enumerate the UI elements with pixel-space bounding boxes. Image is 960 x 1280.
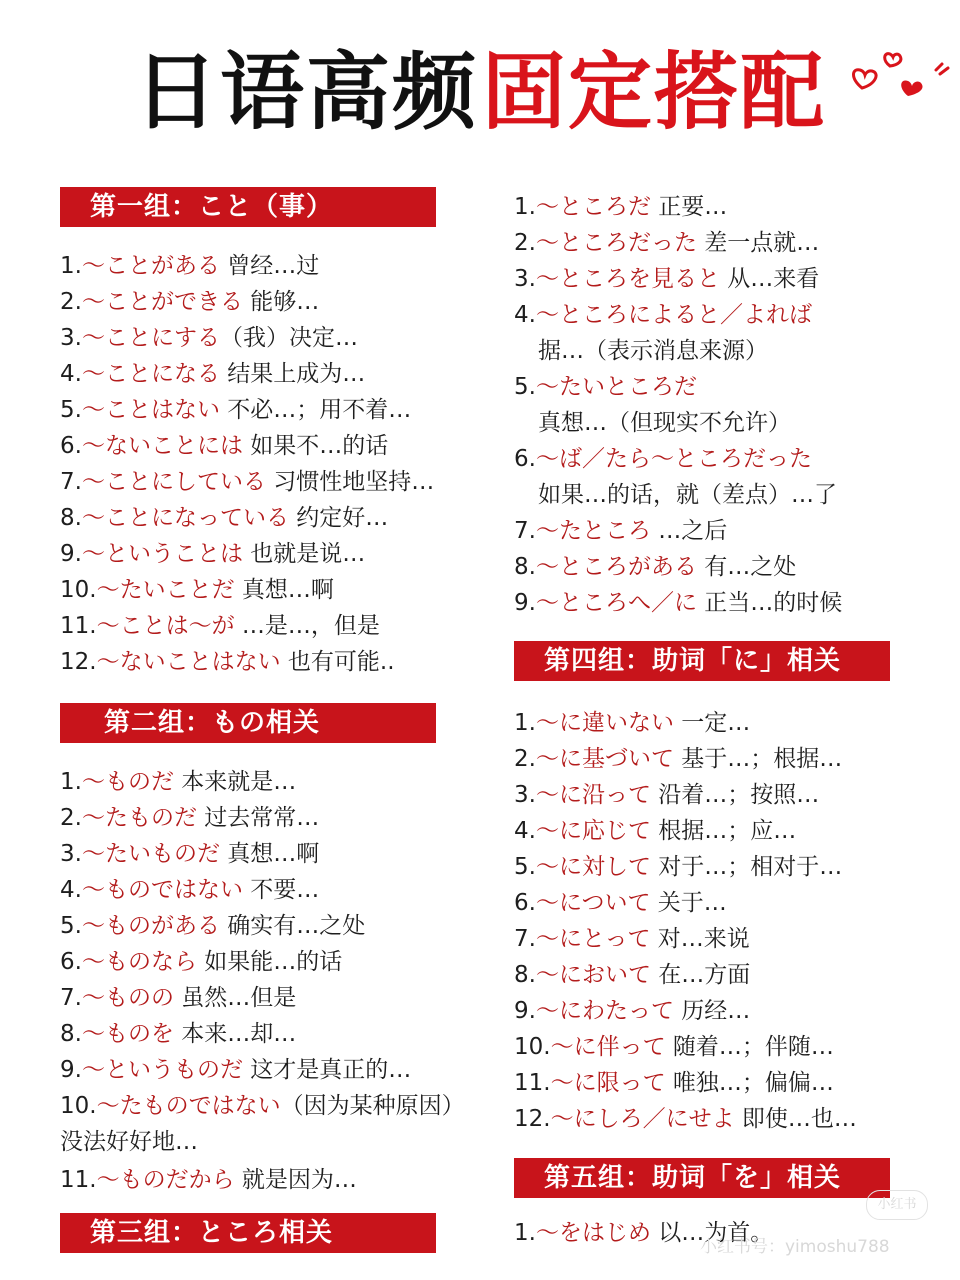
- list-item: 4.～ところによると／よれば: [514, 302, 812, 328]
- list-item: 4.～に応じて 根据…；应…: [514, 818, 797, 844]
- list-item: 8.～ところがある 有…之处: [514, 554, 797, 580]
- list-item: 12.～ないことはない 也有可能..: [60, 649, 395, 675]
- list-item: 5.～ものがある 确实有…之处: [60, 913, 366, 939]
- list-item: 3.～ところを見ると 从…来看: [514, 266, 820, 292]
- group-2-header: 第二组：もの相关: [60, 703, 436, 743]
- list-item: 8.～ものを 本来…却…: [60, 1021, 297, 1047]
- list-item: 真想…（但现实不允许）: [538, 410, 791, 436]
- list-item: 8.～ことになっている 约定好…: [60, 505, 389, 531]
- hearts-icon: [848, 48, 958, 108]
- list-item: 6.～について 关于…: [514, 890, 727, 916]
- list-item: 9.～というものだ 这才是真正的…: [60, 1057, 412, 1083]
- title-part-red: 固定搭配: [482, 42, 827, 141]
- title-part-black: 日语高频: [133, 42, 478, 141]
- list-item: 1.～ところだ 正要…: [514, 194, 728, 220]
- list-item: 11.～ことは～が …是…，但是: [60, 613, 380, 639]
- list-item: 据…（表示消息来源）: [538, 338, 768, 364]
- list-item: 1.～ことがある 曾经…过: [60, 253, 320, 279]
- group-4-header: 第四组：助词「に」相关: [514, 641, 890, 681]
- list-item: 2.～たものだ 过去常常…: [60, 805, 320, 831]
- list-item: 5.～たいところだ: [514, 374, 697, 400]
- list-item: 11.～ものだから 就是因为…: [60, 1167, 357, 1193]
- watermark: 小红书号：yimoshu788: [700, 1237, 890, 1257]
- list-item: 1.～をはじめ 以…为首。: [514, 1220, 774, 1246]
- list-item: 9.～にわたって 历经…: [514, 998, 751, 1024]
- group-5-header: 第五组：助词「を」相关: [514, 1158, 890, 1198]
- list-item: 5.～ことはない 不必…；用不着…: [60, 397, 412, 423]
- list-item: 3.～たいものだ 真想…啊: [60, 841, 320, 867]
- list-item: 9.～ところへ／に 正当…的时候: [514, 590, 843, 616]
- list-item: 2.～に基づいて 基于…；根据…: [514, 746, 843, 772]
- list-item: 4.～ものではない 不要…: [60, 877, 320, 903]
- list-item: 10.～に伴って 随着…；伴随…: [514, 1034, 834, 1060]
- list-item: 4.～ことになる 结果上成为…: [60, 361, 366, 387]
- list-item: 7.～にとって 对…来说: [514, 926, 750, 952]
- list-item: 7.～ことにしている 习惯性地坚持…: [60, 469, 435, 495]
- list-item: 2.～ところだった 差一点就…: [514, 230, 820, 256]
- list-item: 7.～たところ …之后: [514, 518, 728, 544]
- list-item: 12.～にしろ／にせよ 即使…也…: [514, 1106, 857, 1132]
- list-item: 8.～において 在…方面: [514, 962, 751, 988]
- list-item: 7.～ものの 虽然…但是: [60, 985, 297, 1011]
- list-item: 3.～に沿って 沿着…；按照…: [514, 782, 820, 808]
- list-item: 2.～ことができる 能够…: [60, 289, 320, 315]
- group-3-header: 第三组：ところ相关: [60, 1213, 436, 1253]
- list-item: 6.～ないことには 如果不…的话: [60, 433, 389, 459]
- list-item: 6.～ものなら 如果能…的话: [60, 949, 343, 975]
- list-item: 5.～に対して 对于…；相对于…: [514, 854, 843, 880]
- list-item: 如果…的话，就（差点）…了: [538, 482, 837, 508]
- page-title: [0, 30, 960, 140]
- group-1-header: 第一组：こと（事）: [60, 187, 436, 227]
- list-item: 1.～ものだ 本来就是…: [60, 769, 297, 795]
- list-item: 3.～ことにする（我）决定…: [60, 325, 358, 351]
- list-item: 9.～ということは 也就是说…: [60, 541, 366, 567]
- list-item: 1.～に違いない 一定…: [514, 710, 751, 736]
- list-item: 11.～に限って 唯独…；偏偏…: [514, 1070, 834, 1096]
- list-item: 6.～ば／たら～ところだった: [514, 446, 812, 472]
- list-item: 10.～たものではない（因为某种原因）: [60, 1093, 465, 1119]
- watermark-badge: 小红书: [866, 1190, 928, 1220]
- list-item: 10.～たいことだ 真想…啊: [60, 577, 334, 603]
- list-item: 没法好好地…: [60, 1129, 198, 1155]
